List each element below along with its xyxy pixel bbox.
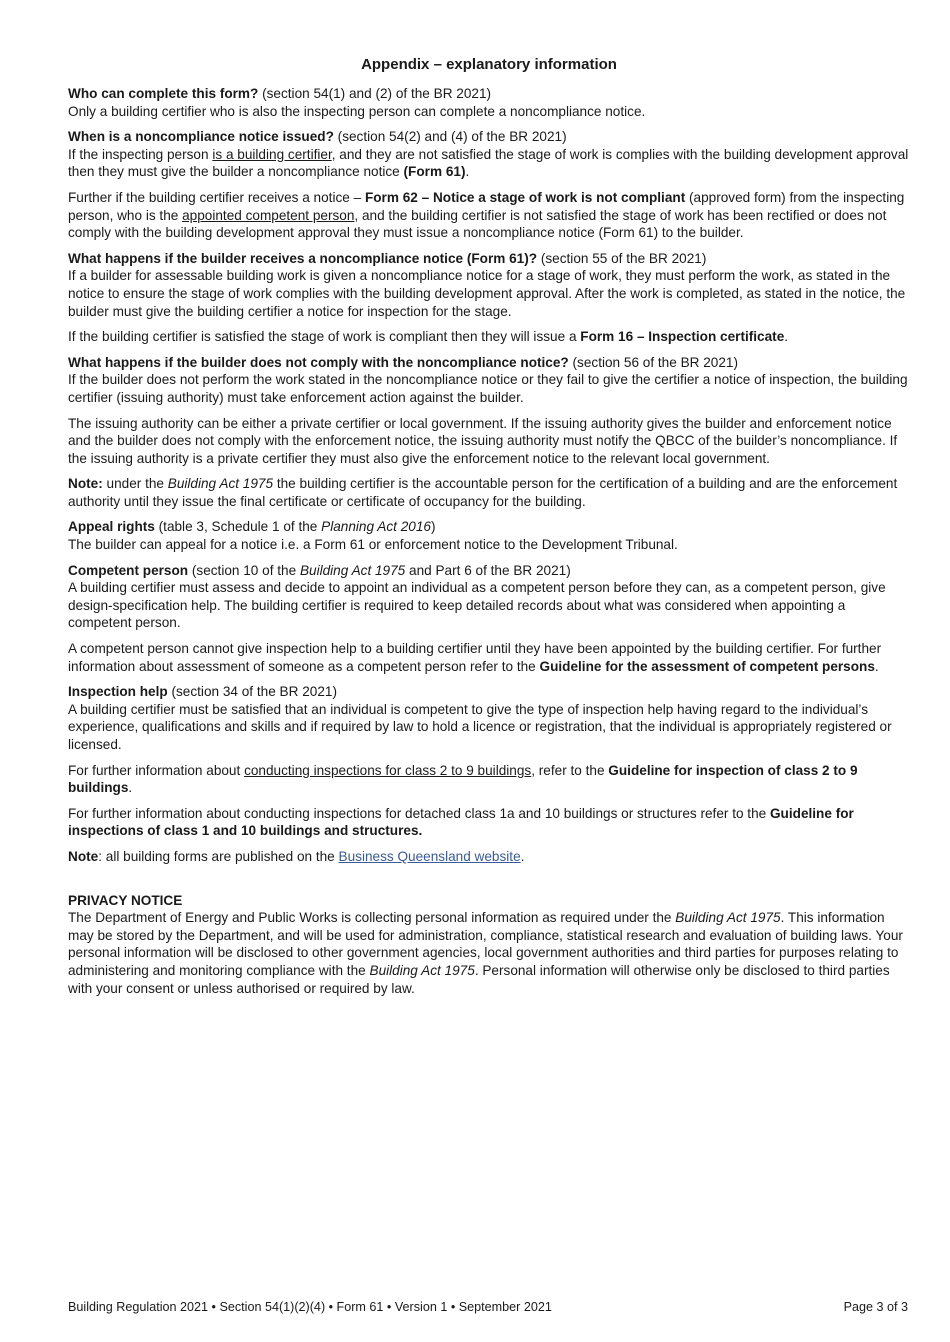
guideline-reference: Guideline for the assessment of competent persons (539, 658, 875, 674)
question-heading: Appeal rights (68, 519, 155, 535)
question-heading: Inspection help (68, 684, 168, 700)
question-heading: What happens if the builder does not comply with the noncompliance notice? (68, 354, 569, 370)
paragraph: A building certifier must assess and decide to appoint an individual as a competent person before they can, as a competent person, give design-specification help. The building certifier is required to keep detailed records about what was considered when appointing a competent person. (68, 580, 886, 631)
form-reference: Form 16 – Inspection certificate (580, 329, 785, 345)
section-reference: (section 34 of the BR 2021) (167, 684, 337, 700)
paragraph: Further if the building certifier receives a notice – Form 62 – Notice a stage of work is not compliant (approved form) from the inspecting person, who is the appointed competent person, and the building certifier is not satisfied the stage of work has been rectified or does not comply with the building development approval they must issue a noncompliance notice (Form 61) to the builder. (68, 189, 905, 241)
guideline-reference: Guideline for inspection of class 2 to 9 buildings (68, 762, 858, 796)
question-heading: Competent person (68, 562, 189, 578)
page-footer (68, 1299, 908, 1315)
note-label: Note (68, 848, 99, 864)
act-name: Building Act 1975 (369, 962, 475, 978)
section-who-can-complete (68, 85, 910, 120)
paragraph: The builder can appeal for a notice i.e. a Form 61 or enforcement notice to the Development Tribunal. (68, 537, 678, 553)
section-competent-person: Competent person (section 10 of the Building Act 1975 and Part 6 of the BR 2021) A building certifier must assess and decide to appoint an individual as a competent person before they can, as a competent person, give design-specification help. The building certifier is required to keep detailed records about what was considered when appointing a competent person. A competent person cannot give inspection help to a building certifier until they have been appointed by the building certifier. For further information about assessment of someone as a competent person refer to the Guideline for the assessment of competent persons. (68, 562, 910, 676)
footer-page-number: Page 3 of 3 (843, 1300, 908, 1314)
privacy-notice (68, 892, 910, 998)
question-heading: What happens if the builder receives a noncompliance notice (Form 61)? (68, 250, 538, 266)
note-building-forms (68, 848, 910, 866)
section-reference: (section 55 of the BR 2021) (537, 250, 707, 266)
paragraph: The Department of Energy and Public Works is collecting personal information as required under the Building Act 1975. This information may be stored by the Department, and will be used for administration, compliance, statistical research and evaluation of building laws. Your personal information will be disclosed to other government agencies, local government authorities and third parties for purposes relating to administering and monitoring compliance with the Building Act 1975. Personal information will otherwise only be disclosed to third parties with your consent or unless authorised or required by law. (68, 910, 903, 996)
form-reference: Form 62 – Notice a stage of work is not compliant (364, 189, 686, 205)
section-builder-receives-notice (68, 250, 910, 346)
act-name: Building Act 1975 (299, 562, 406, 578)
section-appeal-rights: Appeal rights (table 3, Schedule 1 of the Planning Act 2016) The builder can appeal for a notice i.e. a Form 61 or enforcement notice to the Development Tribunal. (68, 518, 910, 553)
paragraph: Note: under the Building Act 1975 the building certifier is the accountable person for the certification of a building and are the enforcement authority until they issue the final certificate or certificate of occupancy for the building. (68, 476, 898, 509)
act-name: Building Act 1975 (167, 476, 274, 492)
section-when-issued (68, 128, 910, 242)
paragraph: Note: all building forms are published on the Business Queensland website. (68, 848, 525, 864)
document-page (68, 55, 910, 1005)
paragraph: For further information about conducting inspections for detached class 1a and 10 buildings or structures refer to the Guideline for inspections of class 1 and 10 buildings and structures. (68, 805, 854, 839)
footer-document-info: Building Regulation 2021 • Section 54(1)(2)(4) • Form 61 • Version 1 • September 2021 (68, 1300, 552, 1314)
paragraph: If a builder for assessable building work is given a noncompliance notice for a stage of work, they must perform the work, as stated in the notice to ensure the stage of work complies with the building development approval. After the work is completed, as stated in the notice, the builder must give the building certifier a notice for inspection for the stage. (68, 268, 906, 319)
section-builder-does-not-comply (68, 354, 910, 468)
paragraph: If the builder does not perform the work stated in the noncompliance notice or they fail to give the certifier a notice of inspection, the building certifier (issuing authority) must take enforcement action against the builder. (68, 372, 908, 405)
section-reference: (section 54(1) and (2) of the BR 2021) (258, 86, 492, 101)
appendix-title: Appendix – explanatory information (361, 56, 617, 73)
note-accountable-person (68, 475, 910, 510)
paragraph: If the building certifier is satisfied the stage of work is compliant then they will issue a Form 16 – Inspection certificate. (68, 329, 789, 345)
act-name: Building Act 1975 (675, 910, 781, 926)
section-inspection-help (68, 683, 910, 840)
underlined-term: conducting inspections for class 2 to 9 buildings (244, 762, 532, 778)
paragraph: Only a building certifier who is also the inspecting person can complete a noncompliance notice. (68, 103, 646, 119)
question-heading: When is a noncompliance notice issued? (68, 129, 334, 145)
guideline-reference: Guideline for inspections of class 1 and 10 buildings and structures. (68, 805, 854, 839)
paragraph: A building certifier must be satisfied that an individual is competent to give the type of inspection help having regard to the individual’s experience, qualifications and skills and if required by law to hold a licence or registration, that the individual is appropriately registered or licensed. (68, 701, 892, 752)
business-queensland-link[interactable]: Business Queensland website (338, 848, 521, 864)
question-heading: Who can complete this form? (68, 86, 259, 101)
privacy-heading: PRIVACY NOTICE (68, 892, 183, 908)
paragraph: The issuing authority can be either a private certifier or local government. If the issuing authority gives the builder and enforcement notice and the builder does not comply with the enforcement notice, the issuing authority must notify the QBCC of the builder’s noncompliance. If the issuing authority is a private certifier they must also give the enforcement notice to the relevant local government. (68, 415, 898, 466)
underlined-term: is a building certifier (212, 146, 332, 162)
section-reference: (section 54(2) and (4) of the BR 2021) (333, 129, 567, 145)
paragraph: A competent person cannot give inspection help to a building certifier until they have been appointed by the building certifier. For further information about assessment of someone as a competent person refer to the Guideline for the assessment of competent persons. (68, 641, 882, 674)
note-label: Note: (68, 476, 103, 492)
form-reference: (Form 61) (403, 164, 466, 180)
act-name: Planning Act 2016 (321, 519, 431, 535)
paragraph: For further information about conducting inspections for class 2 to 9 buildings, refer to the Guideline for inspection of class 2 to 9 buildings. (68, 762, 858, 796)
paragraph: If the inspecting person is a building certifier, and they are not satisfied the stage of work is complies with the building development approval then they must give the builder a noncompliance notice (Form 61). (68, 146, 909, 180)
underlined-term: appointed competent person (182, 207, 355, 223)
section-reference: (section 56 of the BR 2021) (568, 354, 738, 370)
